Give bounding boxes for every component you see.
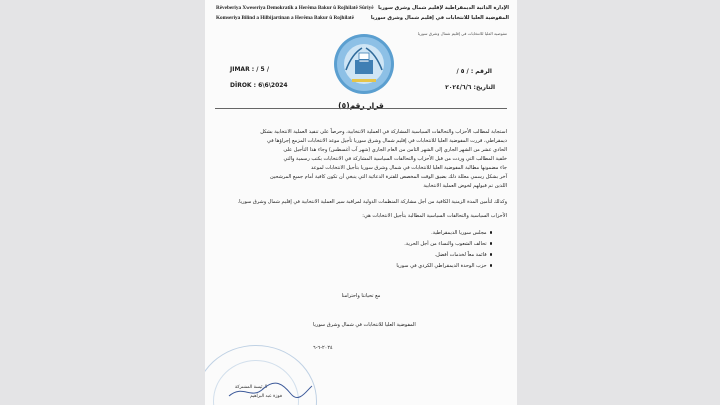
jimar-number: JIMAR : / 5 / <box>230 66 270 73</box>
body-line: خلفية المطالب التي وردت من قبل الأحزاب والتحالفات السياسية المشاركة في الانتخابات بكتب رسمية والتي <box>283 156 507 162</box>
body-line: اللذين تم قبولهم لخوض العملية الانتخابية <box>423 183 507 189</box>
stamp-caption: الرئيسة المشتركة <box>235 385 268 390</box>
body-line: جاء مضمونها مطالبة المفوضية العليا للانتخابات في شمال وشرق سوريا بتأجيل الانتخابات لموعد <box>311 165 507 171</box>
body-line: الحادي عشر من الشهر الجاري إلى الشهر الثامن من العام الجاري (شهر آب أغسطس) وجاء هذا التأجيل على <box>283 147 507 153</box>
signer-name: فوزة عبد البراهيم <box>250 394 282 399</box>
body-line: الأحزاب السياسية والتحالفات السياسية المطالبة بتأجيل الانتخابات هي: <box>362 213 507 219</box>
header-arabic-line3: مفوضية العليا للانتخابات في إقليم شمال وشرق سوريا <box>417 31 507 36</box>
list-item: مجلس سوريا الديمقراطية. <box>431 230 492 236</box>
tarikh-date: التاريخ: ٢٠٢٤/٦/٦ <box>445 84 495 91</box>
body-line: وكذلك لتأمين المدة الزمنية الكافية من أجل مشاركة المنظمات الدولية لمراقبة سير العملية الانتخابية في إقليم شمال وشرق سوريا. <box>237 199 507 205</box>
commission-logo-icon <box>332 32 396 96</box>
header-kurdish-line1: Rêveberiya Xweseriya Demokratîk a Herêma Bakur û Rojhilatê Sûriyê <box>216 5 374 11</box>
body-line: آخر بشكل رسمي معللة ذلك بضيق الوقت المخصص للفترة الدعائية التي ينبغي أن تكون كافية أمام جميع المرشحين <box>270 174 507 180</box>
body-line: استجابة لمطالب الأحزاب والتحالفات السياسية المشاركة في العملية الانتخابية، وحرصاً على تنفيذ العملية الانتخابية بشكل <box>260 129 507 135</box>
decision-title: قرار رقم(٥) <box>338 101 384 110</box>
list-item: تحالف الشعوب والنساء من أجل الحرية. <box>404 241 492 247</box>
raqm-number: الرقم : / ٥ / <box>456 68 492 75</box>
header-arabic-line2: المفوضية العليا للانتخابات في إقليم شمال وشرق سوريا <box>370 15 509 21</box>
dirok-date: DÎROK : 6\6\2024 <box>230 82 288 89</box>
list-item: حزب الوحدة الديمقراطي الكردي في سوريا <box>396 263 492 269</box>
handwritten-signature-icon <box>225 380 315 402</box>
signature-date: ٢٠٢٤-٦-٦ <box>313 345 333 351</box>
list-item: قائمة معاً لخدمات أفضل. <box>435 252 492 258</box>
body-line: ديمقراطي، قررت المفوضية العليا للانتخابات في إقليم شمال وشرق سوريا تأجيل موعد الانتخابات المزمع إجراؤها في <box>267 138 507 144</box>
title-divider <box>215 108 507 109</box>
header-arabic-line1: الإدارة الذاتية الديمقراطية لإقليم شمال وشرق سوريا <box>378 5 509 11</box>
header-kurdish-line2: Komseriya Bilind a Hilbijartinan a Herêma Bakur û Rojhilatê <box>216 15 354 21</box>
closing-greeting: مع تحياتنا واحترامنا <box>341 293 381 299</box>
right-backdrop <box>517 0 720 405</box>
left-backdrop <box>0 0 205 405</box>
document-page <box>205 0 517 405</box>
signature-organization: المفوضية العليا للانتخابات في شمال وشرق سوريا <box>313 322 416 328</box>
